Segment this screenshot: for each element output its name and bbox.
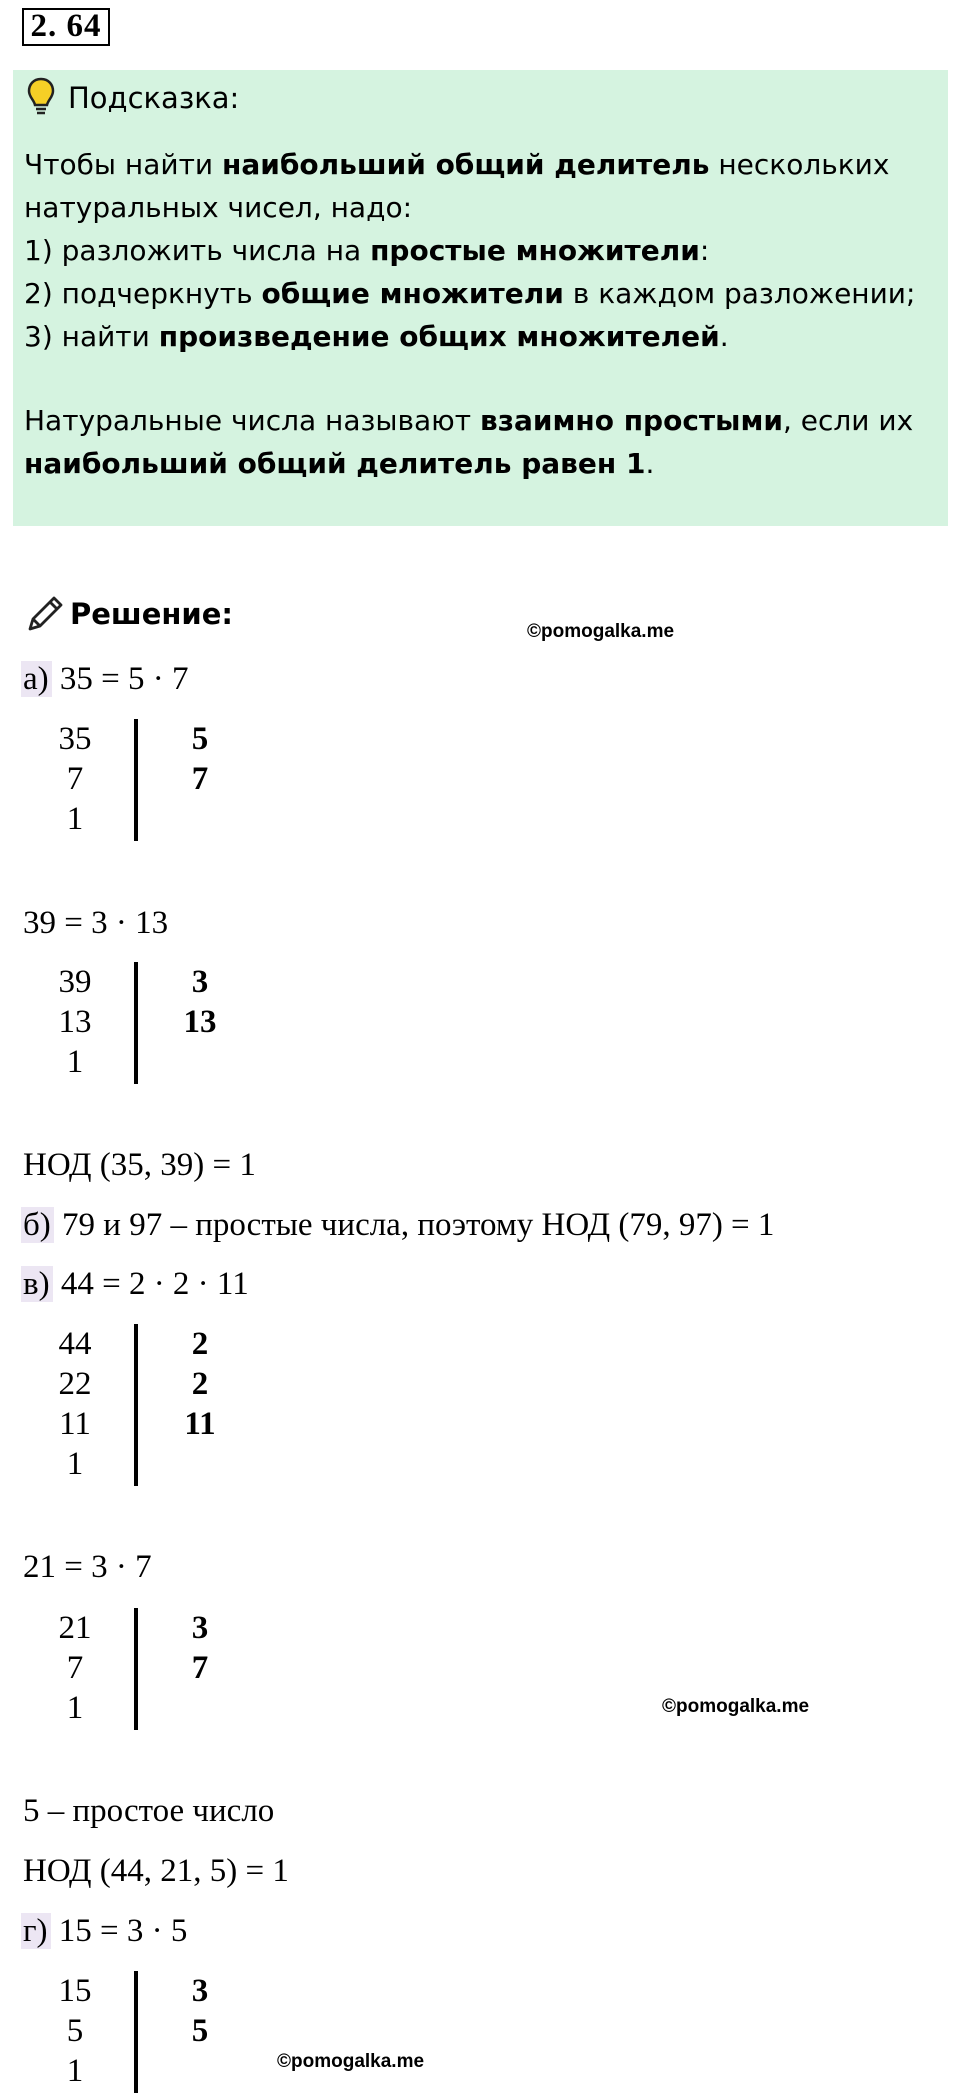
- watermark: ©pomogalka.me: [277, 2051, 425, 2072]
- fact-factor: 13: [183, 1004, 217, 1040]
- fact-divider: [134, 962, 138, 1084]
- part-label-b: б): [21, 1207, 54, 1243]
- fact-divider: [134, 719, 138, 841]
- pencil-icon: [24, 593, 66, 635]
- fact-factor: 11: [184, 1406, 216, 1442]
- part-b-line: б) 79 и 97 – простые числа, поэтому НОД (79, 97) = 1: [23, 1207, 775, 1243]
- fact-number: 1: [66, 1690, 84, 1726]
- hint-step-2: 2) подчеркнуть общие множители в каждом разложении;: [24, 277, 916, 310]
- part-label-c: в): [21, 1266, 53, 1302]
- fact-number: 11: [59, 1406, 91, 1442]
- fact-factor: 3: [191, 964, 209, 1000]
- fact-number: 1: [66, 2053, 84, 2089]
- task-number: 2. 64: [22, 8, 110, 46]
- fact-divider: [134, 1324, 138, 1486]
- solution-title: Решение:: [70, 597, 234, 631]
- part-a-line-1: а) 35 = 5 · 7: [23, 661, 189, 697]
- fact-divider: [134, 1971, 138, 2093]
- fact-number: 7: [66, 761, 84, 797]
- part-label-a: а): [21, 661, 52, 697]
- hint-paragraph-2: Натуральные числа называют взаимно простыми, если их наибольший общий делитель равен 1.: [24, 404, 914, 480]
- fact-factor: 3: [191, 1610, 209, 1646]
- part-c-line-2: 21 = 3 · 7: [23, 1549, 152, 1585]
- fact-factor: 7: [191, 1650, 209, 1686]
- hint-step-3: 3) найти произведение общих множителей.: [24, 320, 729, 353]
- hint-paragraph-1: Чтобы найти наибольший общий делитель нескольких натуральных чисел, надо:: [24, 148, 890, 224]
- fact-number: 21: [58, 1610, 92, 1646]
- fact-number: 1: [66, 1446, 84, 1482]
- fact-number: 13: [58, 1004, 92, 1040]
- part-a-result: НОД (35, 39) = 1: [23, 1147, 256, 1183]
- part-c-line-1: в) 44 = 2 · 2 · 11: [23, 1266, 249, 1302]
- fact-number: 39: [58, 964, 92, 1000]
- watermark: ©pomogalka.me: [662, 1696, 810, 1717]
- part-c-line-3: 5 – простое число: [23, 1793, 275, 1829]
- fact-factor: 2: [191, 1326, 209, 1362]
- fact-factor: 5: [191, 2013, 209, 2049]
- fact-number: 35: [58, 721, 92, 757]
- fact-factor: 5: [191, 721, 209, 757]
- fact-divider: [134, 1608, 138, 1730]
- part-c-result: НОД (44, 21, 5) = 1: [23, 1853, 289, 1889]
- fact-number: 1: [66, 1044, 84, 1080]
- fact-factor: 3: [191, 1973, 209, 2009]
- part-a-line-2: 39 = 3 · 13: [23, 905, 169, 941]
- lightbulb-icon: [26, 76, 56, 116]
- hint-text: [24, 143, 939, 485]
- part-label-d: г): [21, 1913, 51, 1949]
- hint-title: Подсказка:: [68, 81, 240, 115]
- part-d-line-1: г) 15 = 3 · 5: [23, 1913, 188, 1949]
- watermark: ©pomogalka.me: [527, 621, 675, 642]
- fact-number: 5: [66, 2013, 84, 2049]
- fact-factor: 2: [191, 1366, 209, 1402]
- fact-number: 22: [58, 1366, 92, 1402]
- fact-number: 15: [58, 1973, 92, 2009]
- fact-number: 44: [58, 1326, 92, 1362]
- fact-number: 1: [66, 801, 84, 837]
- hint-step-1: 1) разложить числа на простые множители:: [24, 234, 710, 267]
- fact-factor: 7: [191, 761, 209, 797]
- fact-number: 7: [66, 1650, 84, 1686]
